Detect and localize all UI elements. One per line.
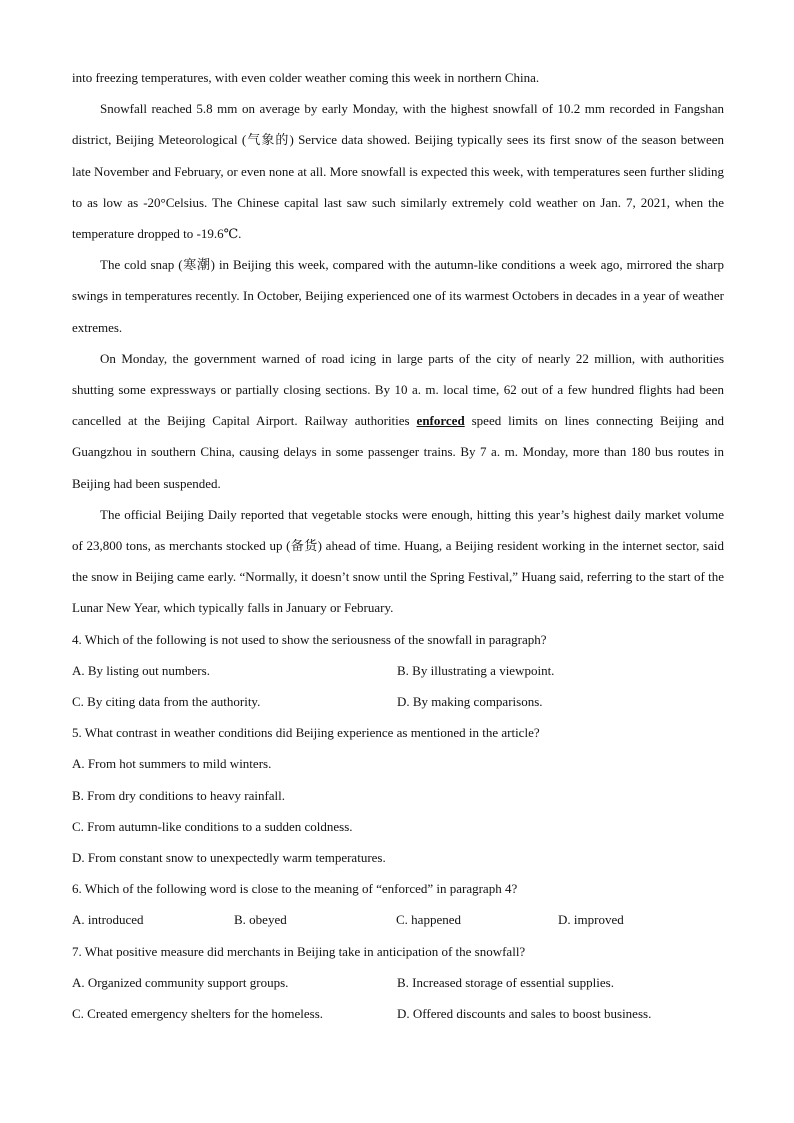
question-6-options [72,904,724,935]
question-7-options [72,967,724,1029]
question-7-option-d: D. Offered discounts and sales to boost business. [397,1006,652,1022]
question-4-options [72,655,724,717]
question-7-option-c: C. Created emergency shelters for the homeless. [72,1006,324,1022]
passage-paragraph-2: The cold snap (寒潮) in Beijing this week, compared with the autumn-like conditions a week ago, mirrored the sharp swings in temperatures recently. In October, Beijing experienced one of its warmest Octobers in decades in a year of weather extremes. [72,257,724,335]
question-7-option-b: B. Increased storage of essential supplies. [397,974,614,990]
question-5-option-c: C. From autumn-like conditions to a sudden coldness. [72,818,353,834]
question-4-option-b: B. By illustrating a viewpoint. [397,662,555,678]
question-5-option-d: D. From constant snow to unexpectedly warm temperatures. [72,850,386,866]
question-7-option-a: A. Organized community support groups. [72,974,289,990]
passage-paragraph-0: into freezing temperatures, with even colder weather coming this week in northern China. [72,70,540,85]
question-6-option-d: D. improved [558,912,624,928]
question-6-option-b: B. obeyed [234,912,287,928]
question-5-option-b: B. From dry conditions to heavy rainfall. [72,787,286,803]
paragraph-3-text-after: speed limits on lines connecting Beijing and Guangzhou in southern China, causing delays in some passenger trains. By 7 a. m. Monday, more than 180 bus routes in Beijing had been suspended. [72,413,724,491]
passage-paragraph-1: Snowfall reached 5.8 mm on average by early Monday, with the highest snowfall of 10.2 mm recorded in Fangshan district, Beijing Meteorological (气象的) Service data showed. Beijing typically sees its first snow of the season between late November and February, or even none at all. More snowfall is expected this week, with temperatures seen further sliding to as low as -20°Celsius. The Chinese capital last saw such similarly extremely cold weather on Jan. 7, 2021, when the temperature dropped to -19.6℃. [72,101,724,242]
question-6-stem: 6. Which of the following word is close to the meaning of “enforced” in paragraph 4? [72,881,518,897]
passage-paragraph-3 [72,343,724,499]
document-page [72,62,724,1029]
question-4-option-c: C. By citing data from the authority. [72,694,261,710]
question-5-stem: 5. What contrast in weather conditions did Beijing experience as mentioned in the article? [72,725,540,741]
question-5-option-a: A. From hot summers to mild winters. [72,756,272,772]
passage-paragraph-4: The official Beijing Daily reported that vegetable stocks were enough, hitting this year’s highest daily market volume of 23,800 tons, as merchants stocked up (备货) ahead of time. Huang, a Beijing resident working in the internet sector, said the snow in Beijing came early. “Normally, it doesn’t snow until the Spring Festival,” Huang said, referring to the start of the Lunar New Year, which typically falls in January or February. [72,506,724,616]
underlined-word-enforced: enforced [416,413,465,429]
question-4-stem: 4. Which of the following is not used to show the seriousness of the snowfall in paragraph? [72,631,547,647]
paragraph-3-text-before: On Monday, the government warned of road icing in large parts of the city of nearly 22 million, with authorities shutting some expressways or partially closing sections. By 10 a. m. local time, 62 out of a few hundred flights had been cancelled at the Beijing Capital Airport. Railway authorities [72,350,724,429]
question-4-option-d: D. By making comparisons. [397,694,543,710]
question-6-option-a: A. introduced [72,912,144,928]
question-7-stem: 7. What positive measure did merchants in Beijing take in anticipation of the snowfall? [72,943,526,959]
question-4-option-a: A. By listing out numbers. [72,662,210,678]
question-5-options [72,748,724,873]
question-6-option-c: C. happened [396,912,461,928]
